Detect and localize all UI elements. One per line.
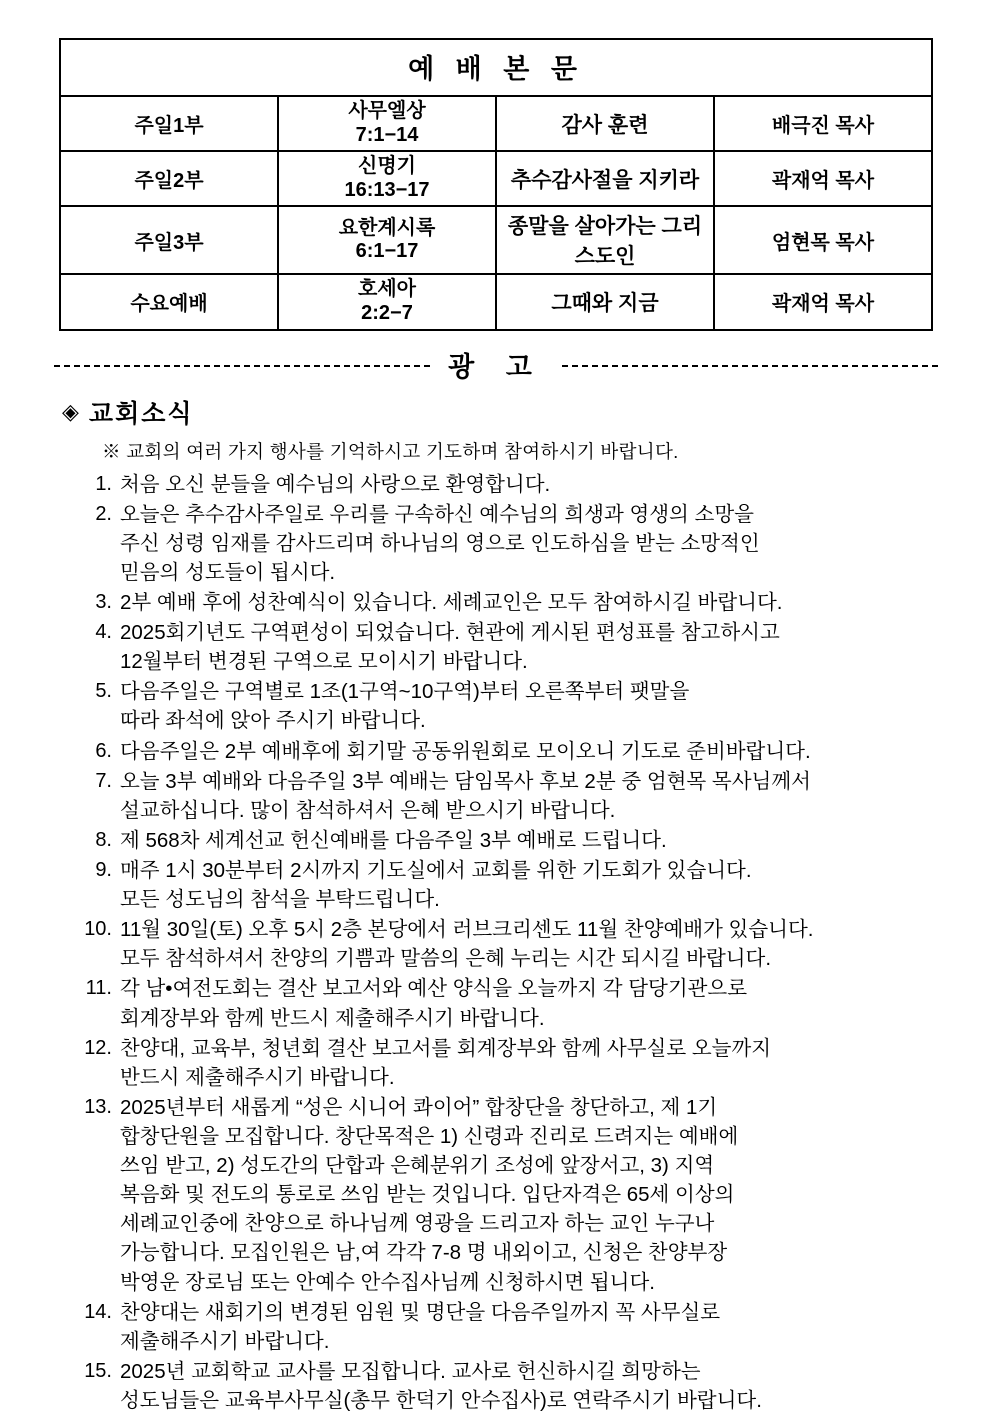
row-reference-verse: 16:13−17 (344, 178, 430, 201)
list-item (66, 856, 952, 914)
row-topic: 그때와 지금 (496, 274, 714, 329)
item-body (120, 1093, 952, 1297)
item-line: 가능합니다. 모집인원은 남,여 각각 7-8 명 내외이고, 신청은 찬양부장 (120, 1241, 728, 1265)
list-item (66, 618, 952, 676)
item-number: 4. (95, 621, 112, 644)
item-line: 따라 좌석에 앉아 주시기 바랍니다. (120, 709, 426, 733)
item-body (120, 1357, 952, 1415)
row-reference-verse: 6:1−17 (355, 240, 419, 263)
divider-right (562, 365, 938, 367)
item-number: 13. (84, 1095, 112, 1118)
item-body (120, 974, 952, 1032)
row-part: 주일3부 (60, 206, 278, 274)
item-line: 11월 30일(토) 오후 5시 2층 본당에서 러브크리센도 11월 찬양예배가 있습니다. (120, 918, 814, 942)
announcement-note: ※ 교회의 여러 가지 행사를 기억하시고 기도하며 참여하시기 바랍니다. (102, 440, 679, 462)
item-line: 찬양대는 새회기의 변경된 임원 및 명단을 다음주일까지 꼭 사무실로 (120, 1300, 721, 1324)
announcement-title: 광 고 (448, 351, 544, 382)
row-reference-book: 요한계시록 (338, 216, 436, 239)
item-line: 박영운 장로님 또는 안예수 안수집사님께 신청하시면 됩니다. (120, 1270, 655, 1294)
row-preacher: 배극진 목사 (714, 96, 932, 151)
item-line: 2025년부터 새롭게 “성은 시니어 콰이어” 합창단을 창단하고, 제 1기 (120, 1095, 718, 1119)
list-item (66, 1298, 952, 1356)
item-line: 설교하십니다. 많이 참석하셔서 은혜 받으시기 바랍니다. (120, 798, 616, 822)
item-line: 합창단원을 모집합니다. 창단목적은 1) 신령과 진리로 드려지는 예배에 (120, 1124, 739, 1148)
item-number: 5. (95, 680, 112, 703)
table-row (60, 206, 932, 274)
item-line: 처음 오신 분들을 예수님의 사랑으로 환영합니다. (120, 472, 551, 496)
item-number: 15. (84, 1359, 112, 1382)
row-reference (278, 151, 496, 206)
item-line: 모두 참석하셔서 찬양의 기쁨과 말씀의 은혜 누리는 시간 되시길 바랍니다. (120, 947, 772, 971)
announcement-list (40, 470, 952, 1415)
item-line: 다음주일은 2부 예배후에 회기말 공동위원회로 모이오니 기도로 준비바랍니다. (120, 739, 811, 763)
item-body (120, 470, 952, 499)
item-number: 3. (95, 591, 112, 613)
item-line: 12월부터 변경된 구역으로 모이시기 바랍니다. (120, 650, 528, 674)
item-line: 찬양대, 교육부, 청년회 결산 보고서를 회계장부와 함께 사무실로 오늘까지 (120, 1036, 772, 1060)
item-line: 회계장부와 함께 반드시 제출해주시기 바랍니다. (120, 1006, 545, 1030)
item-line: 믿음의 성도들이 됩시다. (120, 560, 336, 584)
row-reference-book: 신명기 (358, 155, 416, 178)
item-body (120, 856, 952, 914)
item-line: 2부 예배 후에 성찬예식이 있습니다. 세례교인은 모두 참여하시길 바랍니다. (120, 591, 783, 614)
list-item (66, 500, 952, 587)
church-news-heading (62, 394, 952, 430)
item-body (120, 915, 952, 973)
table-row (60, 274, 932, 329)
item-number: 11. (85, 977, 112, 1000)
item-number: 1. (95, 472, 112, 495)
list-item (66, 974, 952, 1032)
sermon-table (59, 38, 933, 331)
sermon-table-body (60, 39, 932, 330)
item-line: 제 568차 세계선교 헌신예배를 다음주일 3부 예배로 드립니다. (120, 828, 667, 852)
row-reference (278, 96, 496, 151)
row-preacher: 엄현목 목사 (714, 206, 932, 274)
item-line: 복음화 및 전도의 통로로 쓰임 받는 것입니다. 입단자격은 65세 이상의 (120, 1183, 735, 1207)
divider-left (54, 365, 430, 367)
diamond-icon: ◈ (62, 398, 79, 424)
church-news-label: 교회소식 (88, 399, 194, 428)
row-topic: 종말을 살아가는 그리스도인 (496, 206, 714, 274)
item-line: 주신 성령 임재를 감사드리며 하나님의 영으로 인도하심을 받는 소망적인 (120, 531, 760, 555)
list-item (66, 915, 952, 973)
item-number: 7. (95, 769, 112, 792)
item-line: 2025회기년도 구역편성이 되었습니다. 현관에 게시된 편성표를 참고하시고 (120, 621, 780, 645)
item-line: 다음주일은 구역별로 1조(1구역~10구역)부터 오른쪽부터 팻말을 (120, 680, 690, 704)
item-body (120, 588, 952, 617)
list-item (66, 1357, 952, 1415)
list-item (66, 767, 952, 825)
item-body (120, 1034, 952, 1092)
row-reference-book: 사무엘상 (348, 100, 426, 122)
row-topic: 추수감사절을 지키라 (496, 151, 714, 206)
item-line: 세례교인중에 찬양으로 하나님께 영광을 드리고자 하는 교인 누구나 (120, 1212, 715, 1236)
row-topic: 감사 훈련 (496, 96, 714, 151)
row-part: 주일2부 (60, 151, 278, 206)
sermon-table-title: 예 배 본 문 (60, 39, 932, 96)
row-part: 수요예배 (60, 274, 278, 329)
announcement-section-header (54, 345, 938, 384)
sermon-table-title-row (60, 39, 932, 96)
list-item (66, 1034, 952, 1092)
item-body (120, 618, 952, 676)
item-line: 오늘은 추수감사주일로 우리를 구속하신 예수님의 희생과 영생의 소망을 (120, 502, 754, 526)
item-number: 10. (84, 918, 112, 941)
item-line: 2025년 교회학교 교사를 모집합니다. 교사로 헌신하시길 희망하는 (120, 1359, 701, 1383)
item-body (120, 767, 952, 825)
list-item (66, 588, 952, 617)
item-line: 매주 1시 30분부터 2시까지 기도실에서 교회를 위한 기도회가 있습니다. (120, 858, 752, 882)
item-number: 14. (84, 1300, 112, 1323)
item-body (120, 826, 952, 855)
list-item (66, 737, 952, 766)
item-line: 모든 성도님의 참석을 부탁드립니다. (120, 888, 440, 912)
item-body (120, 1298, 952, 1356)
item-line: 반드시 제출해주시기 바랍니다. (120, 1065, 395, 1089)
row-reference-verse: 2:2−7 (361, 301, 413, 324)
row-part: 주일1부 (60, 96, 278, 151)
row-preacher: 곽재억 목사 (714, 151, 932, 206)
table-row (60, 151, 932, 206)
item-line: 성도님들은 교육부사무실(총무 한덕기 안수집사)로 연락주시기 바랍니다. (120, 1388, 762, 1412)
list-item (66, 470, 952, 499)
row-reference (278, 274, 496, 329)
item-line: 오늘 3부 예배와 다음주일 3부 예배는 담임목사 후보 2분 중 엄현목 목사님께서 (120, 769, 811, 793)
list-item (66, 677, 952, 735)
table-row (60, 96, 932, 151)
item-number: 2. (95, 502, 112, 525)
item-number: 9. (95, 858, 112, 881)
item-line: 각 남•여전도회는 결산 보고서와 예산 양식을 오늘까지 각 담당기관으로 (120, 977, 748, 1001)
item-line: 쓰임 받고, 2) 성도간의 단합과 은혜분위기 조성에 앞장서고, 3) 지역 (120, 1154, 715, 1178)
item-body (120, 677, 952, 735)
item-number: 12. (84, 1036, 112, 1059)
item-body (120, 500, 952, 587)
list-item (66, 826, 952, 855)
row-reference (278, 206, 496, 274)
row-reference-verse: 7:1−14 (355, 123, 419, 146)
item-number: 6. (95, 739, 112, 762)
list-item (66, 1093, 952, 1297)
item-number: 8. (95, 828, 112, 851)
item-line: 제출해주시기 바랍니다. (120, 1329, 330, 1353)
row-preacher: 곽재억 목사 (714, 274, 932, 329)
item-body (120, 737, 952, 766)
row-reference-book: 호세아 (358, 278, 416, 301)
